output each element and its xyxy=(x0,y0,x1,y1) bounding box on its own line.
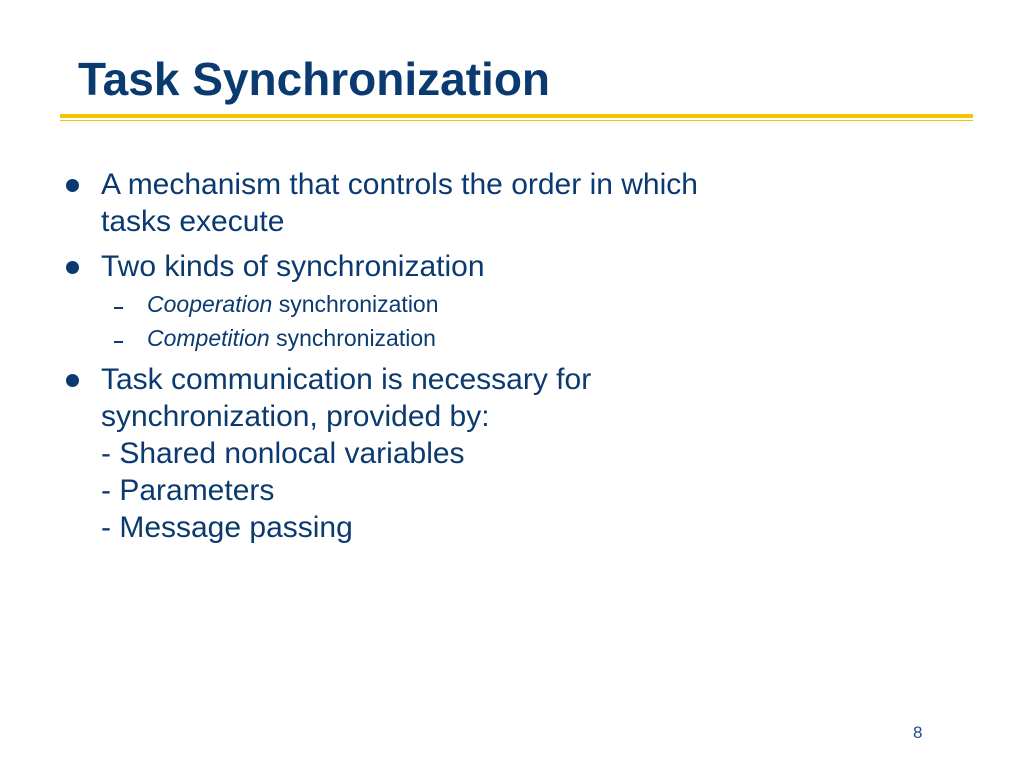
sub-bullet-2-rest: synchronization xyxy=(269,325,436,351)
title-underline-rule-thin xyxy=(60,120,973,121)
sub-bullet-item-1 xyxy=(147,289,439,319)
bullet-item-2 xyxy=(101,248,485,285)
bullet-3-line-5: - Message passing xyxy=(101,511,353,544)
sub-bullet-dash-icon xyxy=(114,307,123,309)
sub-bullet-dash-icon xyxy=(114,341,123,343)
bullet-dot-icon xyxy=(66,374,79,387)
bullet-item-1 xyxy=(101,166,698,240)
sub-bullet-item-2 xyxy=(147,323,436,353)
bullet-3-line-2: synchronization, provided by: xyxy=(101,400,490,433)
slide-title: Task Synchronization xyxy=(78,53,551,105)
title-underline-rule xyxy=(60,114,973,118)
sub-bullet-2-italic: Competition xyxy=(147,325,270,351)
bullet-item-3 xyxy=(101,361,591,546)
bullet-dot-icon xyxy=(66,179,79,192)
bullet-1-line-2: tasks execute xyxy=(101,205,285,238)
page-number: 8 xyxy=(913,723,923,742)
bullet-3-line-4: - Parameters xyxy=(101,474,275,507)
bullet-1-line-1: A mechanism that controls the order in which xyxy=(101,168,698,201)
sub-bullet-1-rest: synchronization xyxy=(272,291,439,317)
sub-bullet-1-italic: Cooperation xyxy=(147,291,273,317)
bullet-dot-icon xyxy=(66,261,79,274)
bullet-3-line-1: Task communication is necessary for xyxy=(101,363,592,396)
bullet-3-line-3: - Shared nonlocal variables xyxy=(101,437,465,470)
bullet-2-line-1: Two kinds of synchronization xyxy=(101,250,485,283)
